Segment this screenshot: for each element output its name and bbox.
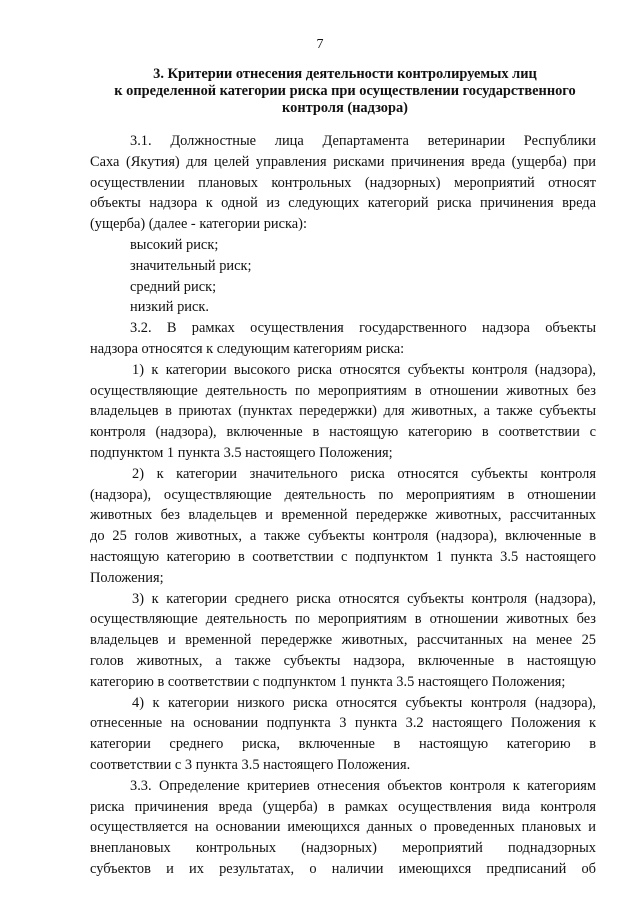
section-title [90,66,600,117]
text-line: владельцев и временной передержке животных, рассчитанных на менее 25 [90,632,596,649]
risk-list-item: высокий риск; [130,236,219,253]
text-line: объекты надзора к одной из следующих категорий риска причинения вреда [90,195,596,212]
section-title-line: к определенной категории риска при осуществлении государственного [114,83,576,99]
text-line: Положения; [90,569,164,586]
risk-list-item: низкий риск. [130,299,209,316]
text-line: отнесенные на основании подпункта 3 пункта 3.2 настоящего Положения к [90,715,596,732]
list-item-2 [90,464,596,589]
text-line: (ущерба) (далее - категории риска): [90,216,307,233]
text-line: осуществляющие деятельность по мероприятиям в отношении животных без [90,611,596,628]
text-line: до 25 голов животных, а также субъекты контроля (надзора), включенные в [90,528,596,545]
paragraph-3-3 [90,776,596,880]
section-title-line: 3. Критерии отнесения деятельности контролируемых лиц [153,66,537,82]
paragraph-3-1 [90,131,596,235]
text-line: голов животных, а также субъекты надзора, включенные в настоящую [90,652,596,669]
text-line: осуществлении плановых контрольных (надзорных) мероприятий относят [90,174,596,191]
text-line: субъектов и их результатах, о наличии имеющихся предписаний об [90,860,596,877]
text-line: надзора относятся к следующим категориям риска: [90,340,405,357]
text-line: 3) к категории среднего риска относятся субъекты контроля (надзора), [132,590,596,607]
risk-list-item: средний риск; [130,278,217,295]
list-item-4 [90,693,596,776]
text-line: Саха (Якутия) для целей управления рисками причинения вреда (ущерба) при [90,153,596,170]
text-line: животных без владельцев и временной передержке животных, рассчитанных [90,507,596,524]
text-line: (надзора), осуществляющие деятельность по мероприятиям в отношении [90,486,596,503]
list-item-1 [90,360,596,464]
section-title-line: контроля (надзора) [282,100,408,116]
text-line: соответствии с 3 пункта 3.5 настоящего Положения. [90,756,411,773]
text-line: категории среднего риска, включенные в настоящую категорию в [90,736,596,753]
risk-list [90,235,596,318]
page-number: 7 [316,37,324,52]
document-body [90,131,596,880]
text-line: 3.3. Определение критериев отнесения объектов контроля к категориям [130,777,596,794]
text-line: риска причинения вреда (ущерба) в рамках осуществления вида контроля [90,798,596,815]
text-line: 3.1. Должностные лица Департамента ветеринарии Республики [130,133,596,149]
text-line: внеплановых контрольных (надзорных) мероприятий поднадзорных [90,840,596,857]
text-line: осуществляющие деятельность по мероприятиям в отношении животных без [90,382,596,399]
text-line: категорию в соответствии с подпунктом 1 пункта 3.5 настоящего Положения; [90,673,566,690]
text-line: владельцев в приютах (пунктах передержки) для животных, а также субъекты [90,403,596,420]
text-line: настоящую категорию в соответствии с подпунктом 1 пункта 3.5 настоящего [90,548,596,565]
text-line: подпунктом 1 пункта 3.5 настоящего Положения; [90,444,393,461]
text-line: контроля (надзора), включенные в настоящую категорию в соответствии с [90,424,596,441]
list-item-3 [90,589,596,693]
text-line: 1) к категории высокого риска относятся субъекты контроля (надзора), [132,361,596,378]
paragraph-3-2 [90,318,596,360]
text-line: 2) к категории значительного риска относятся субъекты контроля [132,465,596,482]
text-line: 3.2. В рамках осуществления государственного надзора объекты [130,320,596,337]
text-line: осуществляется на основании имеющихся данных о проведенных плановых и [90,819,596,836]
text-line: 4) к категории низкого риска относятся субъекты контроля (надзора), [132,694,596,711]
risk-list-item: значительный риск; [130,257,252,274]
